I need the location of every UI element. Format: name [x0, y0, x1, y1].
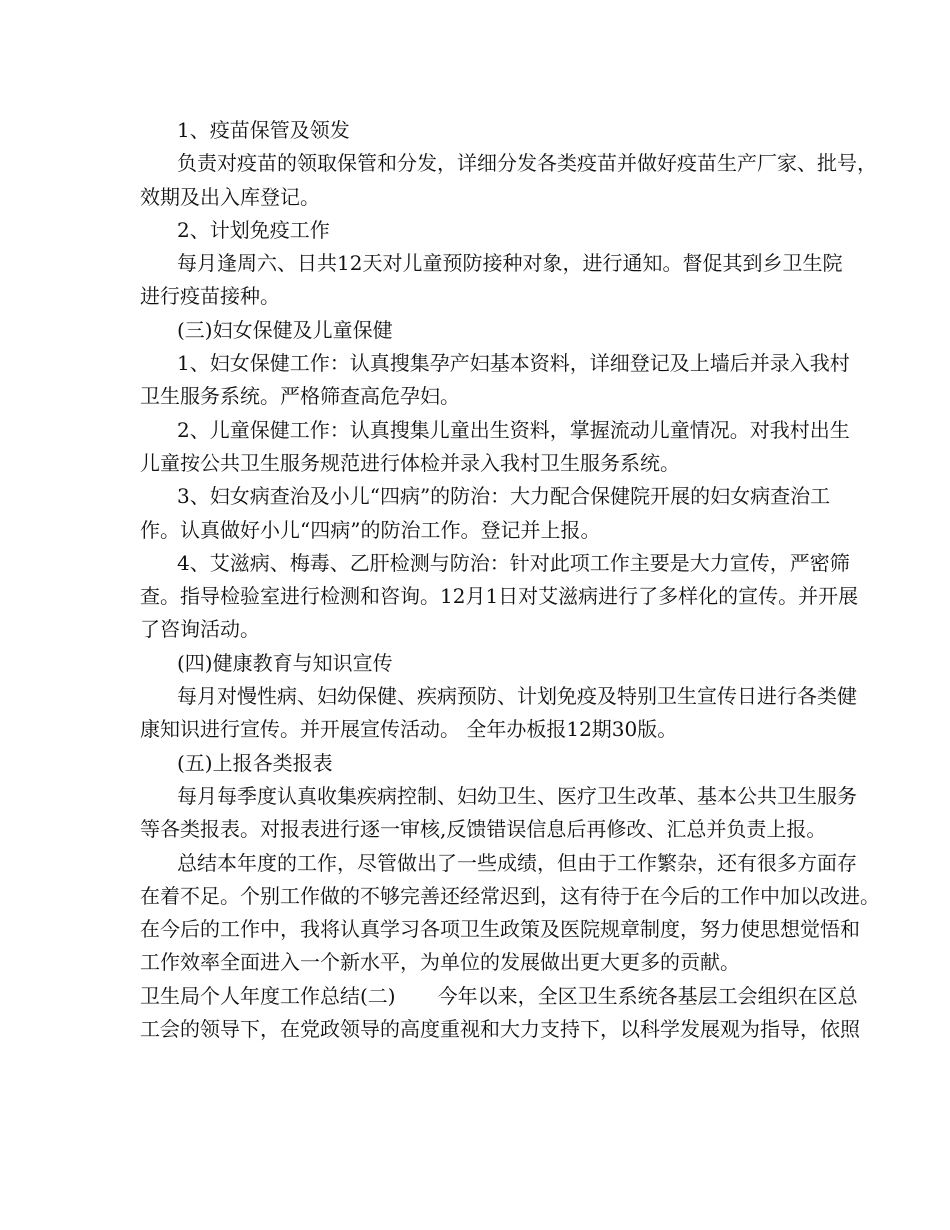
paragraph-line: 每月每季度认真收集疾病控制、妇幼卫生、医疗卫生改革、基本公共卫生服务	[177, 783, 857, 808]
summary-intro: 今年以来，全区卫生系统各基层工会组织在区总	[437, 983, 858, 1008]
paragraph-line: 每月对慢性病、妇幼保健、疾病预防、计划免疫及特别卫生宣传日进行各类健	[177, 684, 857, 709]
paragraph-line: 工作效率全面进入一个新水平，为单位的发展做出更大更多的贡献。	[140, 950, 740, 975]
section-heading-reports: (五)上报各类报表	[177, 750, 333, 775]
paragraph-line: 儿童按公共卫生服务规范进行体检并录入我村卫生服务系统。	[140, 450, 680, 475]
section-heading-health-education: (四)健康教育与知识宣传	[177, 650, 393, 675]
paragraph-line: 效期及出入库登记。	[140, 184, 320, 209]
heading-immunization-plan: 2、计划免疫工作	[177, 217, 330, 242]
heading-vaccine-storage: 1、疫苗保管及领发	[177, 118, 350, 142]
paragraph-line: 2、儿童保健工作：认真搜集儿童出生资料，掌握流动儿童情况。对我村出生	[177, 417, 850, 442]
summary-title-line	[140, 980, 858, 1013]
paragraph-line: 4、艾滋病、梅毒、乙肝检测与防治：针对此项工作主要是大力宣传，严密筛	[177, 550, 850, 575]
paragraph-line: 进行疫苗接种。	[140, 284, 280, 309]
paragraph-line: 康知识进行宣传。并开展宣传活动。 全年办板报12期30版。	[140, 717, 678, 742]
paragraph-line: 了咨询活动。	[140, 617, 260, 642]
paragraph-line: 在着不足。个别工作做的不够完善还经常迟到，这有待于在今后的工作中加以改进。	[140, 883, 880, 908]
paragraph-line: 总结本年度的工作，尽管做出了一些成绩，但由于工作繁杂，还有很多方面存	[177, 850, 857, 875]
paragraph-line: 作。认真做好小儿“四病”的防治工作。登记并上报。	[140, 517, 601, 542]
paragraph-line: 工会的领导下，在党政领导的高度重视和大力支持下，以科学发展观为指导，依照	[140, 1017, 860, 1042]
paragraph-line: 负责对疫苗的领取保管和分发，详细分发各类疫苗并做好疫苗生产厂家、批号，	[177, 151, 877, 176]
paragraph-line: 等各类报表。对报表进行逐一审核,反馈错误信息后再修改、汇总并负责上报。	[140, 817, 827, 842]
summary-title: 卫生局个人年度工作总结(二)	[140, 983, 396, 1008]
paragraph-line: 每月逢周六、日共12天对儿童预防接种对象，进行通知。督促其到乡卫生院	[177, 251, 843, 276]
paragraph-line: 卫生服务系统。严格筛查高危孕妇。	[140, 384, 460, 409]
paragraph-line: 1、妇女保健工作：认真搜集孕产妇基本资料，详细登记及上墙后并录入我村	[177, 351, 850, 376]
document-page	[140, 114, 880, 1046]
paragraph-line: 在今后的工作中，我将认真学习各项卫生政策及医院规章制度，努力使思想觉悟和	[140, 917, 860, 942]
paragraph-line: 3、妇女病查治及小儿“四病”的防治：大力配合保健院开展的妇女病查治工	[177, 484, 831, 509]
section-heading-women-children-health: (三)妇女保健及儿童保健	[177, 317, 393, 342]
paragraph-line: 查。指导检验室进行检测和咨询。12月1日对艾滋病进行了多样化的宣传。并开展	[140, 584, 859, 609]
